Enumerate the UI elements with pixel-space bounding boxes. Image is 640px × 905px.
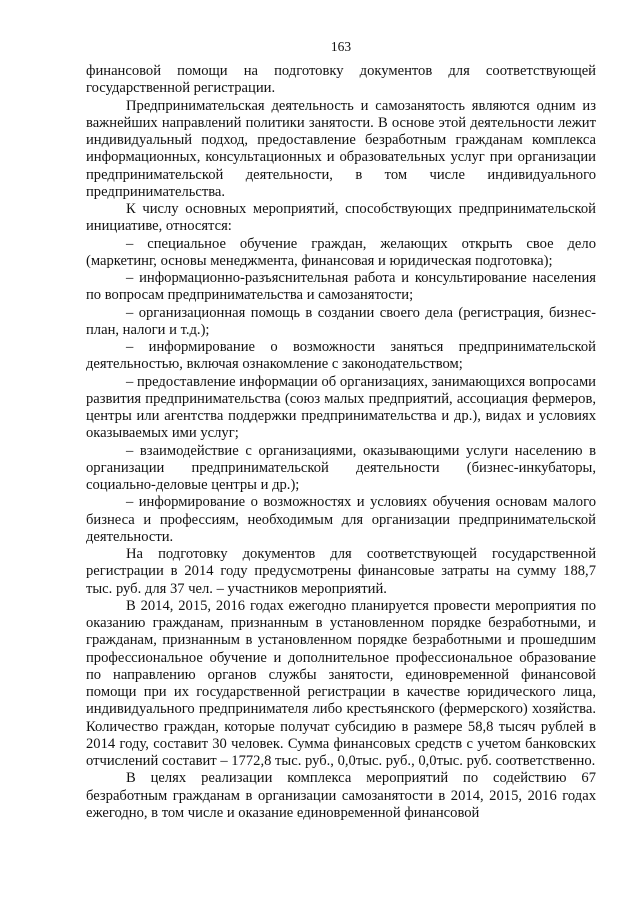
list-item-information-work: – информационно-разъяснительная работа и консультирование населения по вопросам предпринимательства и самозанятости; [86,270,596,304]
paragraph-annual-measures: В 2014, 2015, 2016 годах ежегодно планируется провести мероприятия по оказанию гражданам, признанным в установленном порядке безработными, и гражданам, признанным в установленном порядке безработными и прошедшим профессиональное обучение и дополнительное профессиональное образование по направлению органов службы занятости, единовременной финансовой помощи при их государственной регистрации в качестве юридического лица, индивидуального предпринимателя либо крестьянского (фермерского) хозяйства. Количество граждан, которые получат субсидию в размере 58,8 тысяч рублей в 2014 году, составит 30 человек. Сумма финансовых средств с учетом банковских отчислений составит – 1772,8 тыс. руб., 0,0тыс. руб., 0,0тыс. руб. соответственно. [86,597,596,769]
paragraph-self-employment-goals: В целях реализации комплекса мероприятий по содействию 67 безработным гражданам в организации самозанятости в 2014, 2015, 2016 годах ежегодно, в том числе и оказание единовременной финансовой [86,770,596,821]
paragraph-continuation: финансовой помощи на подготовку документов для соответствующей государственной регистрации. [86,63,596,97]
page-number: 163 [330,39,352,54]
paragraph-entrepreneurship-intro: Предпринимательская деятельность и самозанятость являются одним из важнейших направлений политики занятости. В основе этой деятельности лежит индивидуальный подход, предоставление безработным гражданам комплекса информационных, консультационных и образовательных услуг при организации предпринимательской деятельности, в том числе индивидуального предпринимательства. [86,97,596,200]
paragraph-measures-intro: К числу основных мероприятий, способствующих предпринимательской инициативе, относятся: [86,201,596,235]
list-item-training: – специальное обучение граждан, желающих открыть свое дело (маркетинг, основы менеджмента, финансовая и юридическая подготовка); [86,235,596,269]
list-item-interaction: – взаимодействие с организациями, оказывающими услуги населению в организации предпринимательской деятельности (бизнес-инкубаторы, социально-деловые центры и др.); [86,442,596,493]
list-item-informing-legislation: – информирование о возможности заняться предпринимательской деятельностью, включая ознакомление с законодательством; [86,339,596,373]
paragraph-registration-costs: На подготовку документов для соответствующей государственной регистрации в 2014 году предусмотрены финансовые затраты на сумму 188,7 тыс. руб. для 37 чел. – участников мероприятий. [86,546,596,597]
document-page [86,38,596,822]
list-item-education-info: – информирование о возможностях и условиях обучения основам малого бизнеса и профессиям, необходимым для организации предпринимательской деятельности. [86,494,596,545]
list-item-organizational-help: – организационная помощь в создании своего дела (регистрация, бизнес-план, налоги и т.д.); [86,304,596,338]
list-item-organizations-info: – предоставление информации об организациях, занимающихся вопросами развития предпринимательства (союз малых предприятий, ассоциация фермеров, центры или агентства поддержки предпринимательства и др.), видах и условиях оказываемых ими услуг; [86,373,596,442]
